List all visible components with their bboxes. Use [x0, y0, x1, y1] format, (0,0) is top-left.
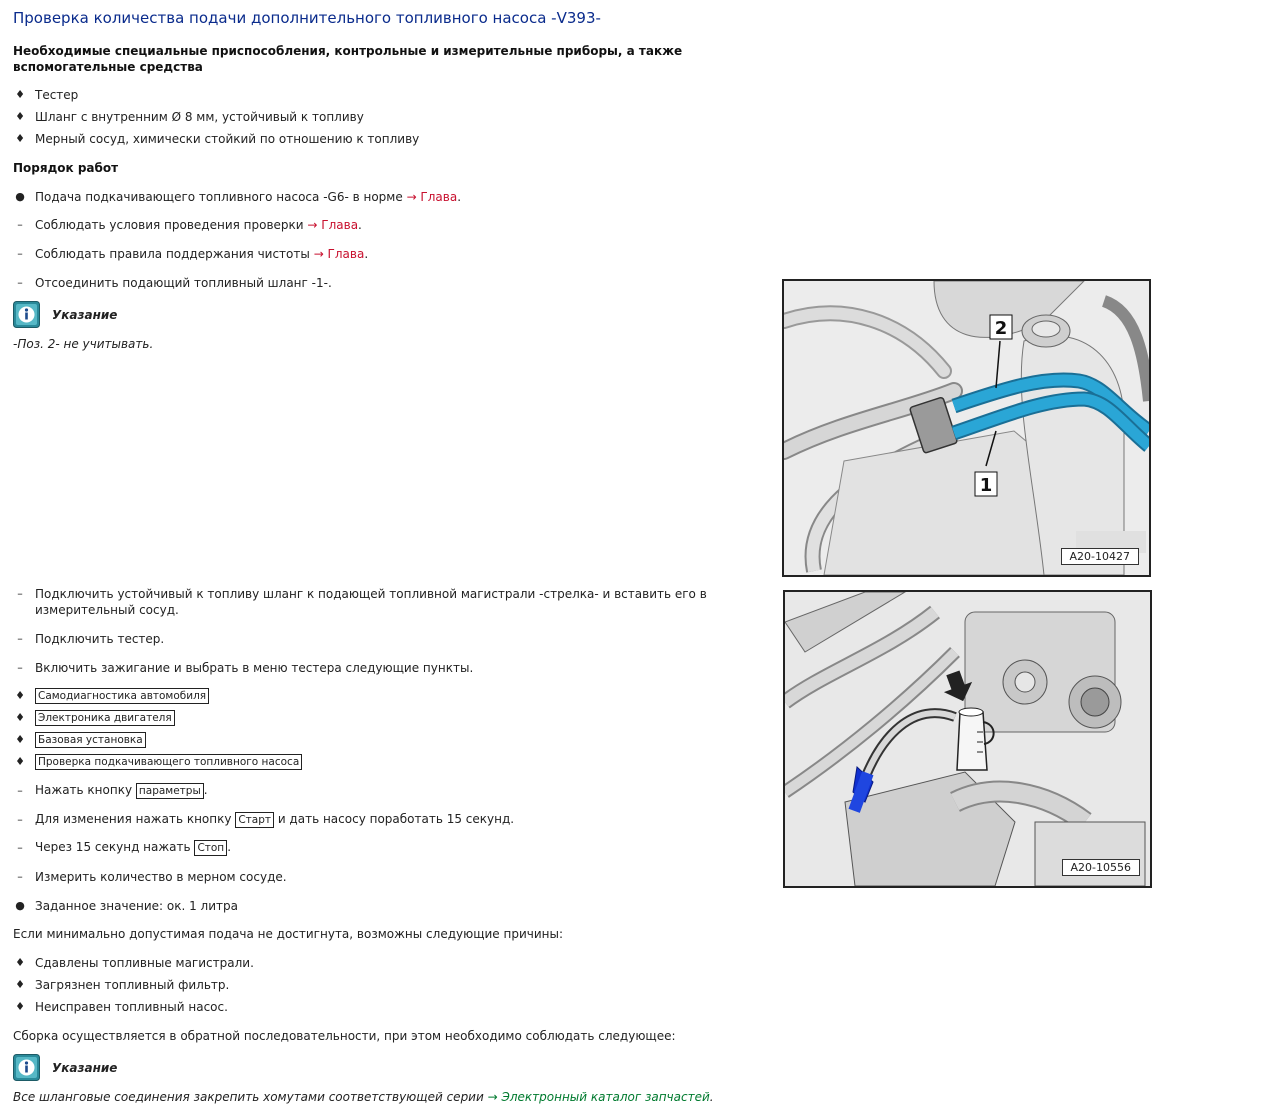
dash-bullet-icon: – — [17, 813, 23, 826]
step-item — [35, 840, 231, 856]
tools-heading-line2: вспомогательные средства — [13, 60, 203, 74]
figure-measuring-vessel — [783, 590, 1152, 888]
cause-item: Загрязнен топливный фильтр. — [35, 978, 230, 992]
step-item: Включить зажигание и выбрать в меню тестера следующие пункты. — [35, 661, 474, 675]
diamond-bullet-icon: ♦ — [15, 1000, 25, 1013]
menu-item-fuel-pump-check: Проверка подкачивающего топливного насоса — [35, 754, 302, 770]
dash-bullet-icon: – — [17, 841, 23, 854]
diamond-bullet-icon: ♦ — [15, 689, 25, 702]
dash-bullet-icon: – — [17, 247, 23, 260]
diamond-bullet-icon: ♦ — [15, 978, 25, 991]
dash-bullet-icon: – — [17, 276, 23, 289]
params-button: параметры — [136, 783, 204, 799]
diamond-bullet-icon: ♦ — [15, 733, 25, 746]
parts-catalog-link[interactable]: → Электронный каталог запчастей — [487, 1090, 710, 1104]
step-item — [35, 783, 208, 799]
cause-item: Неисправен топливный насос. — [35, 1000, 228, 1014]
step-tail: . — [358, 218, 362, 232]
note-tail: . — [709, 1090, 714, 1104]
callout-2-text: 2 — [994, 318, 1008, 339]
note-label: Указание — [52, 308, 118, 322]
callout-1 — [975, 472, 997, 496]
spec-value: Заданное значение: ок. 1 литра — [35, 899, 238, 913]
step-text: Для изменения нажать кнопку — [35, 812, 232, 826]
callout-1-text: 1 — [979, 475, 993, 496]
chapter-link[interactable]: → Глава — [406, 190, 458, 204]
dash-bullet-icon: – — [17, 661, 23, 674]
diamond-bullet-icon: ♦ — [15, 110, 25, 123]
info-note-icon — [13, 301, 40, 328]
chapter-link[interactable]: → Глава — [307, 218, 359, 232]
step-text: Нажать кнопку — [35, 783, 133, 797]
dash-bullet-icon: – — [17, 784, 23, 797]
menu-item-engine-electronics: Электроника двигателя — [35, 710, 175, 726]
step-item — [35, 218, 362, 232]
engine-bay-illustration — [785, 592, 1150, 886]
note-text: -Поз. 2- не учитывать. — [13, 337, 154, 351]
step-tail: . — [364, 247, 369, 261]
step-text: Через 15 секунд нажать — [35, 840, 191, 854]
assembly-text: Сборка осуществляется в обратной последовательности, при этом необходимо соблюдать следующее: — [13, 1029, 676, 1043]
step-tail: . — [457, 190, 462, 204]
callout-2 — [990, 315, 1012, 339]
menu-item-self-diagnosis: Самодиагностика автомобиля — [35, 688, 209, 704]
dash-bullet-icon: – — [17, 870, 23, 883]
note-text — [13, 1090, 714, 1104]
step-item-line1: Подключить устойчивый к топливу шланг к подающей топливной магистрали -стрелка- и вставить его в — [35, 587, 707, 601]
procedure-heading: Порядок работ — [13, 161, 119, 175]
start-button: Старт — [235, 812, 274, 828]
step-text: Подача подкачивающего топливного насоса -G6- в норме — [35, 190, 403, 204]
tool-item: Шланг с внутренним Ø 8 мм, устойчивый к топливу — [35, 110, 364, 124]
step-item: Отсоединить подающий топливный шланг -1-. — [35, 276, 332, 290]
step-item — [35, 190, 461, 204]
cause-item: Сдавлены топливные магистрали. — [35, 956, 254, 970]
step-item — [35, 247, 368, 261]
menu-item-basic-setting: Базовая установка — [35, 732, 146, 748]
diamond-bullet-icon: ♦ — [15, 88, 25, 101]
causes-intro: Если минимально допустимая подача не достигнута, возможны следующие причины: — [13, 927, 564, 941]
fuel-hose-illustration — [784, 281, 1149, 575]
diamond-bullet-icon: ♦ — [15, 711, 25, 724]
dash-bullet-icon: – — [17, 218, 23, 231]
diamond-bullet-icon: ♦ — [15, 755, 25, 768]
stop-button: Стоп — [194, 840, 227, 856]
chapter-link[interactable]: → Глава — [313, 247, 365, 261]
dash-bullet-icon: – — [17, 587, 23, 600]
tool-item: Мерный сосуд, химически стойкий по отношению к топливу — [35, 132, 420, 146]
dot-bullet-icon: ● — [15, 190, 25, 203]
dash-bullet-icon: – — [17, 632, 23, 645]
diamond-bullet-icon: ♦ — [15, 132, 25, 145]
step-text: Соблюдать условия проведения проверки — [35, 218, 304, 232]
figure-label: A20-10556 — [1062, 859, 1140, 876]
step-item-line2: измерительный сосуд. — [35, 603, 179, 617]
step-item: Измерить количество в мерном сосуде. — [35, 870, 287, 884]
figure-fuel-hoses — [782, 279, 1151, 577]
tools-heading-line1: Необходимые специальные приспособления, контрольные и измерительные приборы, а также — [13, 44, 683, 58]
page-title: Проверка количества подачи дополнительного топливного насоса -V393- — [13, 9, 601, 27]
step-tail: и дать насосу поработать 15 секунд. — [277, 812, 515, 826]
step-item: Подключить тестер. — [35, 632, 165, 646]
tool-item: Тестер — [35, 88, 79, 102]
diamond-bullet-icon: ♦ — [15, 956, 25, 969]
dot-bullet-icon: ● — [15, 899, 25, 912]
step-item — [35, 812, 514, 828]
step-text: Соблюдать правила поддержания чистоты — [35, 247, 310, 261]
info-note-icon — [13, 1054, 40, 1081]
step-tail: . — [203, 783, 208, 797]
step-tail: . — [227, 840, 232, 854]
note-body: Все шланговые соединения закрепить хомутами соответствующей серии — [13, 1090, 484, 1104]
figure-label: A20-10427 — [1061, 548, 1139, 565]
note-label: Указание — [52, 1061, 118, 1075]
